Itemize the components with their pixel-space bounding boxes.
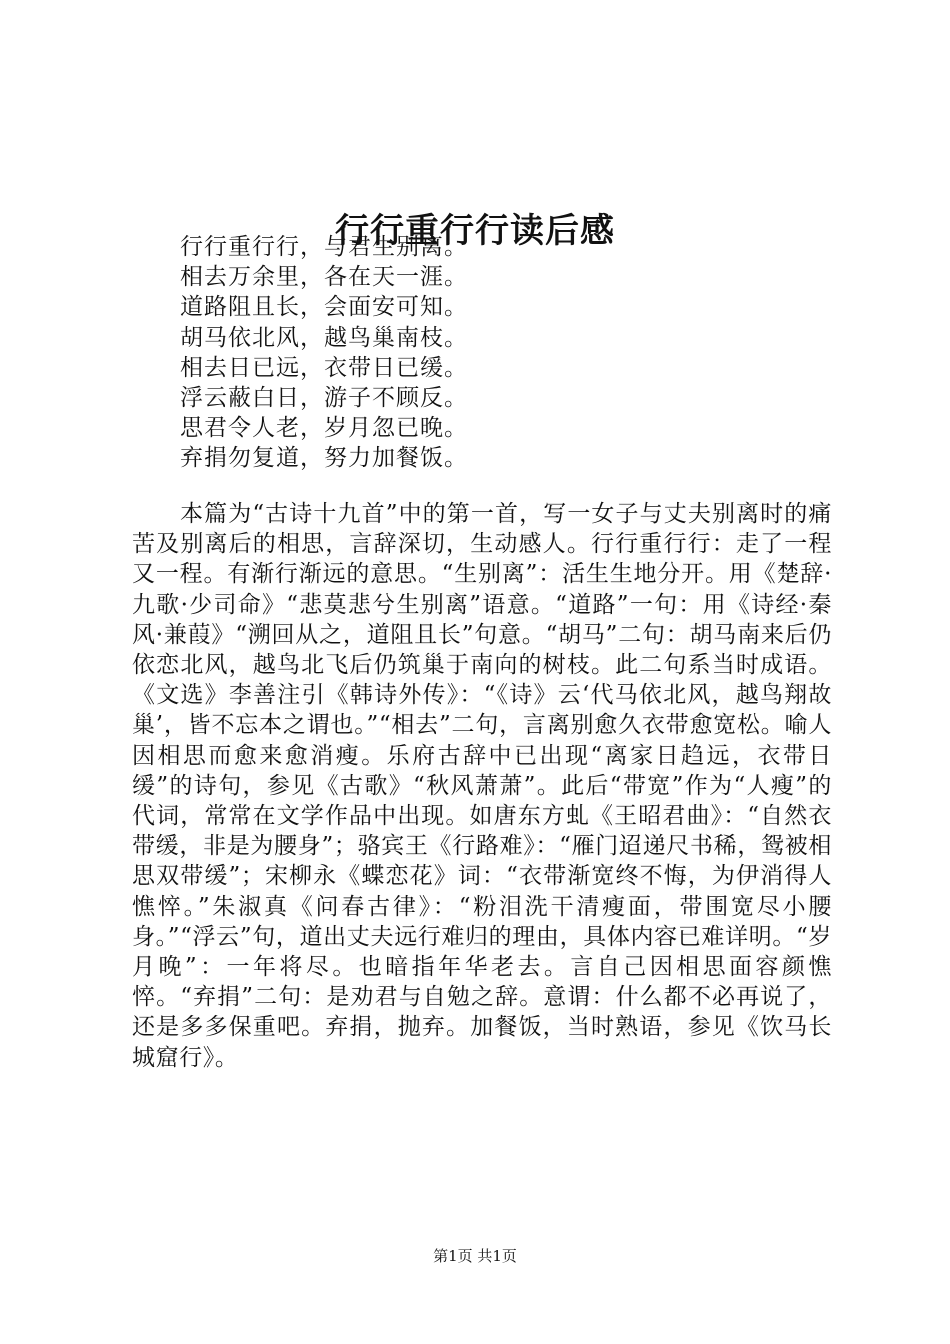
poem-line: 行行重行行，与君生别离。 [180,234,468,260]
poem-line: 思君令人老，岁月忽已晚。 [180,415,468,442]
poem [180,232,880,474]
poem-line: 道路阻且长，会面安可知。 [180,294,468,321]
poem-line: 相去万余里，各在天一涯。 [180,264,468,291]
commentary-paragraph: 本篇为“古诗十九首”中的第一首，写一女子与丈夫别离时的痛苦及别离后的相思，言辞深切，生动感人。行行重行行：走了一程又一程。有渐行渐远的意思。“生别离”：活生生地分开。用《楚辞·九歌·少司命》“悲莫悲兮生别离”语意。“道路”一句：用《诗经·秦风·兼葭》“溯回从之，道阻且长”句意。“胡马”二句：胡马南来后仍依恋北风，越鸟北飞后仍筑巢于南向的树枝。此二句系当时成语。《文选》李善注引《韩诗外传》：“《诗》云‘代马依北风，越鸟翔故巢’，皆不忘本之谓也。”“相去”二句，言离别愈久衣带愈宽松。喻人因相思而愈来愈消瘦。乐府古辞中已出现“离家日趋远，衣带日缓”的诗句，参见《古歌》“秋风萧萧”。此后“带宽”作为“人瘦”的代词，常常在文学作品中出现。如唐东方虬《王昭君曲》：“自然衣带缓，非是为腰身”；骆宾王《行路难》：“雁门迢递尺书稀，鸳被相思双带缓”；宋柳永《蝶恋花》词：“衣带渐宽终不悔，为伊消得人憔悴。”朱淑真《问春古律》：“粉泪洗干清瘦面，带围宽尽小腰身。”“浮云”句，道出丈夫远行难归的理由，具体内容已难详明。“岁月晚”：一年将尽。也暗指年华老去。言自己因相思面容颜憔悴。“弃捐”二句：是劝君与自勉之辞。意谓：什么都不必再说了，还是多多保重吧。弃捐，抛弃。加餐饭，当时熟语，参见《饮马长城窟行》。 [132,501,832,1071]
page-title: 行行重行行读后感 [335,210,615,251]
poem-line: 相去日已远，衣带日已缓。 [180,354,468,381]
poem-line: 胡马依北风，越鸟巢南枝。 [180,324,468,351]
page-number: 第1页 共1页 [433,1247,517,1265]
poem-line: 弃捐勿复道，努力加餐饭。 [180,445,468,472]
poem-line: 浮云蔽白日，游子不顾反。 [180,385,468,412]
